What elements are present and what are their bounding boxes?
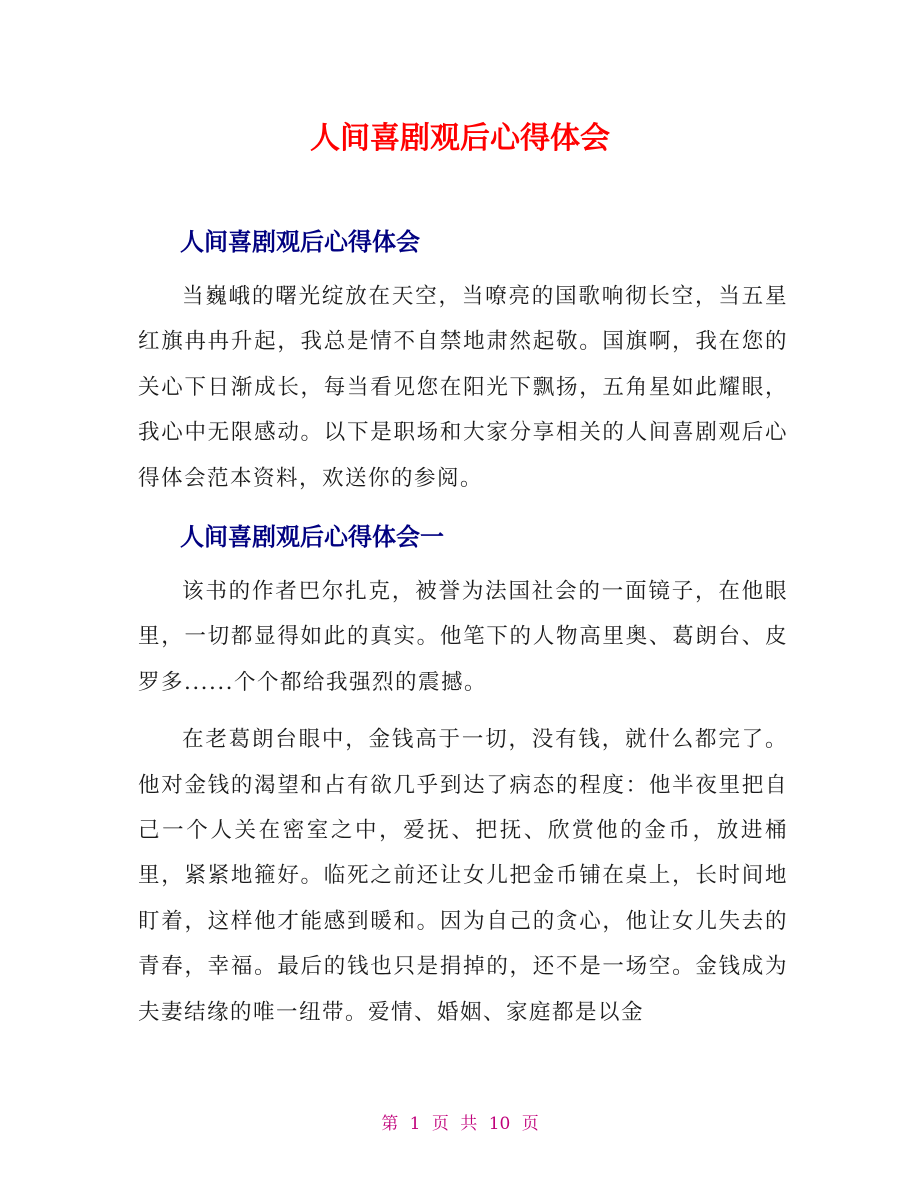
paragraph-intro: 当巍峨的曙光绽放在天空，当嘹亮的国歌响彻长空，当五星红旗冉冉升起，我总是情不自禁地肃然起敬。国旗啊，我在您的关心下日渐成长，每当看见您在阳光下飘扬，五角星如此耀眼，我心中无限感动。以下是职场和大家分享相关的人间喜剧观后心得体会范本资料，欢送你的参阅。 — [138, 284, 788, 491]
footer-current-page: 1 — [409, 1114, 421, 1134]
page-footer — [0, 1112, 920, 1136]
section-heading-part-one: 人间喜剧观后心得体会一 — [180, 523, 444, 552]
footer-mid: 页 共 — [431, 1114, 478, 1134]
footer-prefix: 第 — [381, 1114, 399, 1134]
paragraph-part-one-1: 该书的作者巴尔扎克，被誉为法国社会的一面镜子，在他眼里，一切都显得如此的真实。他笔下的人物高里奥、葛朗台、皮罗多......个个都给我强烈的震撼。 — [138, 579, 788, 695]
footer-total-pages: 10 — [488, 1114, 511, 1134]
section-heading-intro: 人间喜剧观后心得体会 — [180, 228, 420, 256]
document-body — [138, 220, 788, 1035]
document-title: 人间喜剧观后心得体会 — [310, 121, 610, 156]
footer-suffix: 页 — [521, 1114, 539, 1134]
paragraph-part-one-2: 在老葛朗台眼中，金钱高于一切，没有钱，就什么都完了。他对金钱的渴望和占有欲几乎到达了病态的程度：他半夜里把自己一个人关在密室之中，爱抚、把抚、欣赏他的金币，放进桶里，紧紧地箍好。临死之前还让女儿把金币铺在桌上，长时间地盯着，这样他才能感到暖和。因为自己的贪心，他让女儿失去的青春，幸福。最后的钱也只是捐掉的，还不是一场空。金钱成为夫妻结缘的唯一纽带。爱情、婚姻、家庭都是以金 — [138, 727, 788, 1025]
